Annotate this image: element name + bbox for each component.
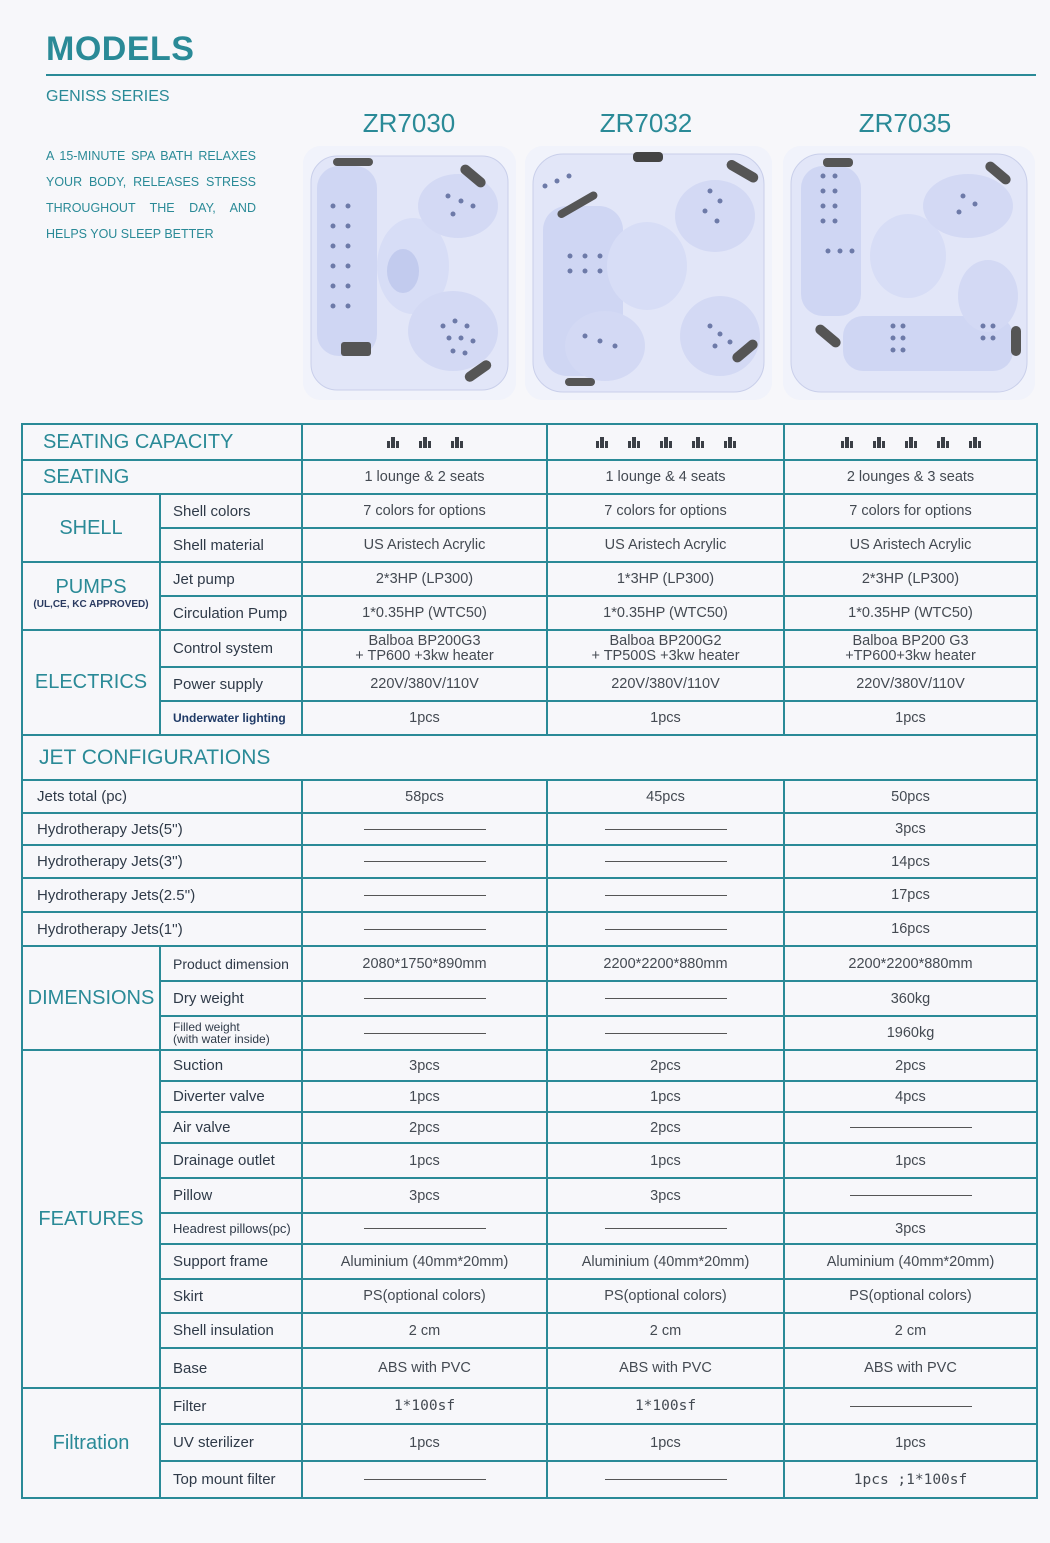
seating-value: 2 lounges & 3 seats xyxy=(784,460,1037,494)
cell-value: PS(optional colors) xyxy=(547,1279,784,1313)
table-row xyxy=(22,1213,1037,1244)
cell-value xyxy=(547,1016,784,1050)
row-label: UV sterilizer xyxy=(160,1424,302,1461)
cell-value: 16pcs xyxy=(784,912,1037,946)
cell-value: 2080*1750*890mm xyxy=(302,946,547,981)
cell-value xyxy=(784,1112,1037,1143)
cell-value: US Aristech Acrylic xyxy=(547,528,784,562)
table-row xyxy=(22,1424,1037,1461)
table-row xyxy=(22,630,1037,667)
person-seat-icon xyxy=(905,437,917,448)
cell-value xyxy=(302,1016,547,1050)
cell-value: 220V/380V/110V xyxy=(784,667,1037,701)
cell-value: PS(optional colors) xyxy=(784,1279,1037,1313)
cell-value: 2*3HP (LP300) xyxy=(784,562,1037,596)
cell-value: 58pcs xyxy=(302,780,547,813)
cell-value: 1pcs xyxy=(302,701,547,735)
table-row xyxy=(22,845,1037,878)
not-available-dash xyxy=(605,829,727,830)
cell-value: 1*0.35HP (WTC50) xyxy=(547,596,784,630)
cell-value: 7 colors for options xyxy=(547,494,784,528)
page-title: MODELS xyxy=(46,30,195,68)
not-available-dash xyxy=(850,1127,972,1128)
cell-value: 2 cm xyxy=(547,1313,784,1348)
cell-value: 2*3HP (LP300) xyxy=(302,562,547,596)
cell-value xyxy=(302,813,547,845)
cell-value xyxy=(547,912,784,946)
cell-value: 1pcs xyxy=(784,1424,1037,1461)
control-line-2: + TP600 +3kw heater xyxy=(355,647,494,664)
cell-value: 1*0.35HP (WTC50) xyxy=(302,596,547,630)
row-label: Dry weight xyxy=(160,981,302,1016)
cell-value: 1pcs xyxy=(547,701,784,735)
not-available-dash xyxy=(605,998,727,999)
cell-value: 220V/380V/110V xyxy=(302,667,547,701)
cell-value: 1pcs xyxy=(302,1424,547,1461)
cell-value: 17pcs xyxy=(784,878,1037,912)
table-row xyxy=(22,424,1037,460)
table-row xyxy=(22,1143,1037,1178)
person-seat-icon xyxy=(937,437,949,448)
cell-value: ABS with PVC xyxy=(302,1348,547,1388)
not-available-dash xyxy=(605,929,727,930)
cell-value: 1*0.35HP (WTC50) xyxy=(784,596,1037,630)
seating-value: 1 lounge & 4 seats xyxy=(547,460,784,494)
table-row xyxy=(22,813,1037,845)
row-label: Air valve xyxy=(160,1112,302,1143)
not-available-dash xyxy=(364,929,486,930)
cell-value xyxy=(547,813,784,845)
cell-value: 2 cm xyxy=(784,1313,1037,1348)
model-name-3: ZR7035 xyxy=(858,108,952,138)
not-available-dash xyxy=(850,1195,972,1196)
table-row xyxy=(22,1244,1037,1279)
shell-category: SHELL xyxy=(22,494,160,562)
row-label: Base xyxy=(160,1348,302,1388)
cell-value: 1960kg xyxy=(784,1016,1037,1050)
pumps-label: PUMPS xyxy=(55,576,127,598)
header xyxy=(0,0,1050,415)
table-row xyxy=(22,562,1037,596)
person-seat-icon xyxy=(596,437,608,448)
seating-capacity-value xyxy=(784,424,1037,460)
cell-value: 3pcs xyxy=(784,1213,1037,1244)
cell-value: 2pcs xyxy=(302,1112,547,1143)
cell-value xyxy=(547,630,784,667)
table-row xyxy=(22,528,1037,562)
cell-value xyxy=(547,1213,784,1244)
table-row xyxy=(22,1348,1037,1388)
person-seat-icon xyxy=(841,437,853,448)
row-label: Underwater lighting xyxy=(160,701,302,735)
cell-value xyxy=(302,912,547,946)
row-label: Hydrotherapy Jets(2.5'') xyxy=(22,878,302,912)
row-label: Shell material xyxy=(160,528,302,562)
table-row xyxy=(22,460,1037,494)
spa-tub-image-2 xyxy=(525,146,772,400)
control-line-2: +TP600+3kw heater xyxy=(845,647,976,664)
not-available-dash xyxy=(364,1033,486,1034)
table-row xyxy=(22,1112,1037,1143)
not-available-dash xyxy=(364,829,486,830)
not-available-dash xyxy=(605,1033,727,1034)
control-line-1: Balboa BP200 G3 xyxy=(852,632,969,649)
table-row xyxy=(22,878,1037,912)
row-label: Circulation Pump xyxy=(160,596,302,630)
not-available-dash xyxy=(605,861,727,862)
cell-value xyxy=(784,1178,1037,1213)
table-row xyxy=(22,946,1037,981)
row-label: Hydrotherapy Jets(3'') xyxy=(22,845,302,878)
cell-value: 7 colors for options xyxy=(302,494,547,528)
row-label: Hydrotherapy Jets(5'') xyxy=(22,813,302,845)
control-line-2: + TP500S +3kw heater xyxy=(591,647,740,664)
cell-value: 1pcs ;1*100sf xyxy=(784,1461,1037,1498)
pumps-category xyxy=(22,562,160,630)
person-seat-icon xyxy=(387,437,399,448)
person-seat-icon xyxy=(419,437,431,448)
cell-value: 1*3HP (LP300) xyxy=(547,562,784,596)
row-label: Jets total (pc) xyxy=(22,780,302,813)
row-label: Hydrotherapy Jets(1'') xyxy=(22,912,302,946)
row-label: Diverter valve xyxy=(160,1081,302,1112)
filled-weight-label: Filled weight xyxy=(173,1020,240,1034)
model-name-2: ZR7032 xyxy=(599,108,693,138)
table-row xyxy=(22,596,1037,630)
row-label: Shell colors xyxy=(160,494,302,528)
cell-value xyxy=(547,1461,784,1498)
row-label xyxy=(160,1016,302,1050)
cell-value: ABS with PVC xyxy=(784,1348,1037,1388)
cell-value: ABS with PVC xyxy=(547,1348,784,1388)
cell-value: 2 cm xyxy=(302,1313,547,1348)
spec-table xyxy=(21,423,1038,1499)
cell-value: 1pcs xyxy=(302,1081,547,1112)
cell-value: 360kg xyxy=(784,981,1037,1016)
seating-capacity-value xyxy=(547,424,784,460)
not-available-dash xyxy=(605,895,727,896)
cell-value xyxy=(302,630,547,667)
cell-value: 2200*2200*880mm xyxy=(784,946,1037,981)
cell-value xyxy=(302,878,547,912)
model-name-1: ZR7030 xyxy=(362,108,456,138)
spa-tub-image-1 xyxy=(303,146,516,400)
cell-value: 4pcs xyxy=(784,1081,1037,1112)
person-seat-icon xyxy=(628,437,640,448)
row-label: Headrest pillows(pc) xyxy=(160,1213,302,1244)
not-available-dash xyxy=(364,1479,486,1480)
cell-value xyxy=(302,1213,547,1244)
row-label: Top mount filter xyxy=(160,1461,302,1498)
cell-value xyxy=(302,1461,547,1498)
row-label: Control system xyxy=(160,630,302,667)
cell-value: 7 colors for options xyxy=(784,494,1037,528)
row-label: Filter xyxy=(160,1388,302,1424)
not-available-dash xyxy=(605,1479,727,1480)
series-label: GENISS SERIES xyxy=(46,88,170,105)
cell-value: 3pcs xyxy=(547,1178,784,1213)
not-available-dash xyxy=(364,1228,486,1229)
row-label: Suction xyxy=(160,1050,302,1081)
row-label: Drainage outlet xyxy=(160,1143,302,1178)
seating-label: SEATING xyxy=(22,460,302,494)
cell-value: 50pcs xyxy=(784,780,1037,813)
table-row xyxy=(22,912,1037,946)
cell-value xyxy=(547,878,784,912)
table-row xyxy=(22,1050,1037,1081)
table-row xyxy=(22,667,1037,701)
title-divider xyxy=(46,74,1036,76)
spa-tub-image-3 xyxy=(783,146,1035,400)
cell-value: 1pcs xyxy=(784,701,1037,735)
cell-value: Aluminium (40mm*20mm) xyxy=(784,1244,1037,1279)
table-row xyxy=(22,1461,1037,1498)
cell-value: US Aristech Acrylic xyxy=(302,528,547,562)
tagline: A 15-MINUTE SPA BATH RELAXES YOUR BODY, RELEASES STRESS THROUGHOUT THE DAY, AND HELPS YOU SLEEP BETTER xyxy=(46,149,256,241)
seating-capacity-label: SEATING CAPACITY xyxy=(22,424,302,460)
person-seat-icon xyxy=(724,437,736,448)
cell-value xyxy=(302,981,547,1016)
control-line-1: Balboa BP200G3 xyxy=(368,632,481,649)
table-row xyxy=(22,981,1037,1016)
cell-value: 2pcs xyxy=(547,1050,784,1081)
filled-weight-note: (with water inside) xyxy=(173,1032,270,1046)
cell-value: 1*100sf xyxy=(547,1388,784,1424)
table-row xyxy=(22,735,1037,780)
person-seat-icon xyxy=(451,437,463,448)
seating-value: 1 lounge & 2 seats xyxy=(302,460,547,494)
not-available-dash xyxy=(850,1406,972,1407)
cell-value xyxy=(547,981,784,1016)
table-row xyxy=(22,780,1037,813)
not-available-dash xyxy=(364,895,486,896)
row-label: Pillow xyxy=(160,1178,302,1213)
row-label: Power supply xyxy=(160,667,302,701)
not-available-dash xyxy=(364,861,486,862)
cell-value: 45pcs xyxy=(547,780,784,813)
cell-value: 3pcs xyxy=(784,813,1037,845)
table-row xyxy=(22,1313,1037,1348)
cell-value: 1pcs xyxy=(302,1143,547,1178)
table-row xyxy=(22,494,1037,528)
table-row xyxy=(22,701,1037,735)
cell-value: Aluminium (40mm*20mm) xyxy=(547,1244,784,1279)
cell-value: 1pcs xyxy=(784,1143,1037,1178)
table-row xyxy=(22,1388,1037,1424)
cell-value: US Aristech Acrylic xyxy=(784,528,1037,562)
cell-value xyxy=(547,845,784,878)
row-label: Jet pump xyxy=(160,562,302,596)
cell-value: 1pcs xyxy=(547,1143,784,1178)
seating-capacity-value xyxy=(302,424,547,460)
person-seat-icon xyxy=(969,437,981,448)
cell-value: 220V/380V/110V xyxy=(547,667,784,701)
table-row xyxy=(22,1178,1037,1213)
person-seat-icon xyxy=(873,437,885,448)
person-seat-icon xyxy=(660,437,672,448)
cell-value xyxy=(784,1388,1037,1424)
not-available-dash xyxy=(605,1228,727,1229)
cell-value: 2200*2200*880mm xyxy=(547,946,784,981)
control-line-1: Balboa BP200G2 xyxy=(609,632,722,649)
cell-value: 2pcs xyxy=(547,1112,784,1143)
cell-value xyxy=(784,630,1037,667)
cell-value: 1pcs xyxy=(547,1081,784,1112)
cell-value: 3pcs xyxy=(302,1050,547,1081)
cell-value xyxy=(302,845,547,878)
person-seat-icon xyxy=(692,437,704,448)
table-row xyxy=(22,1279,1037,1313)
filtration-category: Filtration xyxy=(22,1388,160,1498)
pumps-approval: (UL,CE, KC APPROVED) xyxy=(33,599,149,610)
cell-value: Aluminium (40mm*20mm) xyxy=(302,1244,547,1279)
cell-value: 1*100sf xyxy=(302,1388,547,1424)
electrics-category: ELECTRICS xyxy=(22,630,160,735)
not-available-dash xyxy=(364,998,486,999)
row-label: Support frame xyxy=(160,1244,302,1279)
table-row xyxy=(22,1081,1037,1112)
cell-value: 1pcs xyxy=(547,1424,784,1461)
jet-config-heading: JET CONFIGURATIONS xyxy=(22,735,1037,780)
cell-value: PS(optional colors) xyxy=(302,1279,547,1313)
table-row xyxy=(22,1016,1037,1050)
row-label: Shell insulation xyxy=(160,1313,302,1348)
cell-value: 14pcs xyxy=(784,845,1037,878)
cell-value: 3pcs xyxy=(302,1178,547,1213)
row-label: Skirt xyxy=(160,1279,302,1313)
cell-value: 2pcs xyxy=(784,1050,1037,1081)
row-label: Product dimension xyxy=(160,946,302,981)
features-category: FEATURES xyxy=(22,1050,160,1388)
dimensions-category: DIMENSIONS xyxy=(22,946,160,1050)
